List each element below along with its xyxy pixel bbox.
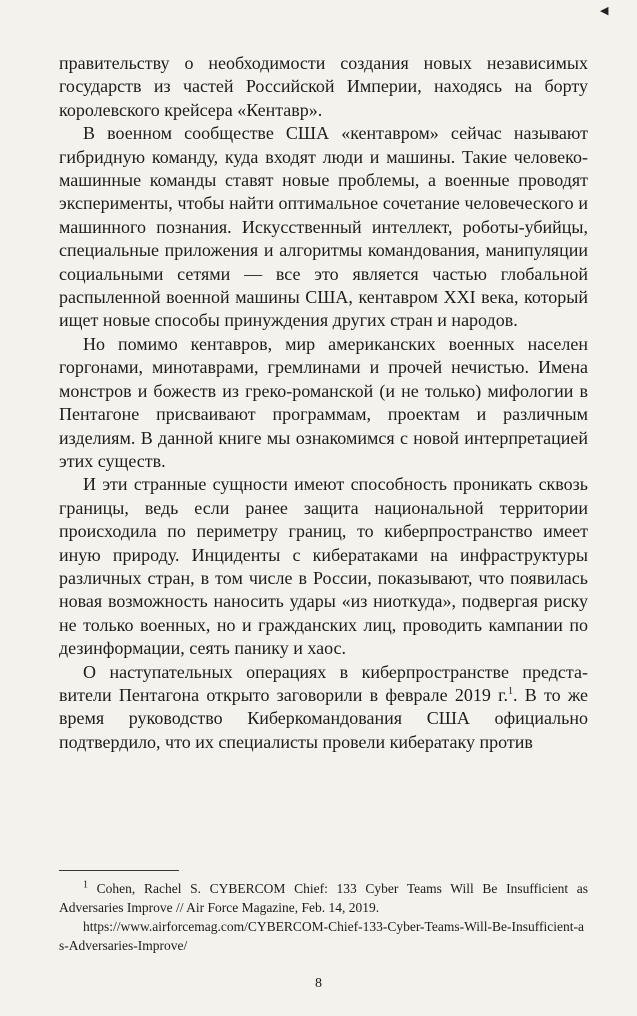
paragraph-1: правительству о необходимости создания новых независимых государств из частей Российской Империи, находясь на борту королевского крейсера «Кентавр». [59,53,588,120]
footnote-url-line [59,917,588,955]
footnote-url-link[interactable]: https://www.airforcemag.com/CYBERCOM-Chief-133-Cyber-Teams-Will-Be-Insufficient-as-Adversaries-Improve/ [59,919,584,953]
footnote-citation: Cohen, Rachel S. CYBERCOM Chief: 133 Cyber Teams Will Be Insufficient as Adversaries Improve // Air Force Magazine, Feb. 14, 2019. [59,881,588,915]
footnotes [59,879,588,955]
body-text [59,52,588,754]
paragraph-3: Но помимо кентавров, мир американских военных населен горгонами, минотаврами, гремлинами и прочей нечистью. Имена монстров и божеств из греко-романской (и не только) мифологии в Пентагоне присваивают программам, проектам и различным изделиям. В данной книге мы ознакомимся с новой интерпретацией этих существ. [59,333,588,471]
paragraph-5-text-end: . В то же время руководство Киберкомандования США официально подтвердило, что их специалисты провели кибератаку против [59,684,589,752]
footnote-divider [59,870,179,871]
paragraph-2: В военном сообществе США «кентавром» сейчас называют гибридную команду, куда входят люди и машины. Такие человеко-машинные команды ставят новые проблемы, а военные проводят эксперименты, чтобы найти оптимальное сочетание человеческого и машинного познания. Искусственный интеллект, роботы-убийцы, специальные приложения и алгоритмы командования, манипуляции социальными сетями — все это является частью глобальной распыленной военной машины США, кентавром XXI века, который ищет новые способы принуждения других стран и народов. [59,123,588,331]
corner-triangle-icon: ◀ [600,5,609,17]
page-number: 8 [315,976,322,991]
footnote-reference[interactable]: 1 [507,685,513,697]
footnote-1 [59,879,588,917]
paragraph-5-text-start: О наступательных операциях в киберпространстве представители Пентагона открыто заговорили в феврале 2019 г. [59,661,588,705]
footnote-marker: 1 [83,879,88,891]
paragraph-4: И эти странные сущности имеют способность проникать сквозь границы, ведь если ранее защита национальной территории происходила по периметру границ, то киберпространство имеет иную природу. Инциденты с кибератаками на инфраструктуры различных стран, в том числе в России, показывают, что появилась новая возможность наносить удары «из ниоткуда», подвергая риску не только военных, но и гражданских лиц, проводить кампании по дезинформации, сеять панику и хаос. [59,474,588,659]
paragraph-5 [59,661,588,755]
